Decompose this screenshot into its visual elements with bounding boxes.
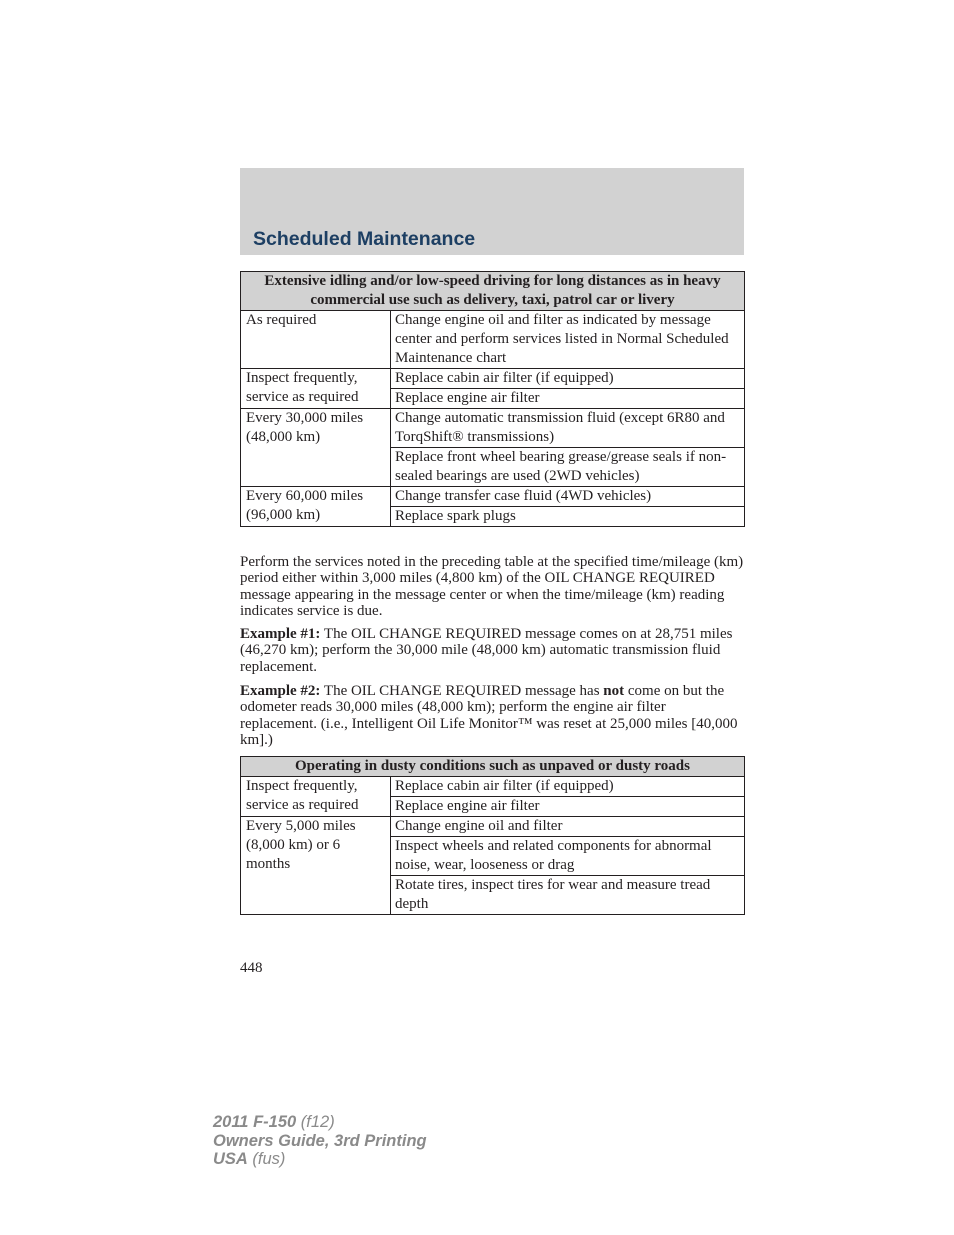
footer-model-line <box>213 1113 427 1132</box>
service-cell: Replace cabin air filter (if equipped) <box>391 369 745 389</box>
service-cell: Change engine oil and filter as indicated by message center and perform services listed in Normal Scheduled Maintenance chart <box>391 311 745 369</box>
footer-market-line <box>213 1150 427 1169</box>
footer-guide: Owners Guide, 3rd Printing <box>213 1131 427 1150</box>
maintenance-table-heavy-use <box>240 271 745 527</box>
example-1-text: The OIL CHANGE REQUIRED message comes on at 28,751 miles (46,270 km); perform the 30,000 mile (48,000 km) automatic transmission fluid replacement. <box>240 626 733 675</box>
interval-cell: Inspect frequently, service as required <box>241 369 391 409</box>
service-cell: Replace engine air filter <box>391 389 745 409</box>
example-1-paragraph <box>240 626 746 675</box>
interval-cell: Inspect frequently, service as required <box>241 777 391 817</box>
footer-market-code: (fus) <box>247 1150 286 1168</box>
table-row <box>241 487 745 507</box>
section-title: Scheduled Maintenance <box>253 228 476 250</box>
example-1-label: Example #1: <box>240 626 321 642</box>
service-cell: Replace spark plugs <box>391 507 745 527</box>
service-cell: Change automatic transmission fluid (except 6R80 and TorqShift® transmissions) <box>391 409 745 448</box>
footer-model: 2011 F-150 <box>213 1113 297 1131</box>
table-row <box>241 409 745 448</box>
interval-cell: Every 60,000 miles (96,000 km) <box>241 487 391 527</box>
interval-cell: As required <box>241 311 391 369</box>
table-heading: Extensive idling and/or low-speed driving for long distances as in heavy commercial use such as delivery, taxi, patrol car or livery <box>241 272 745 311</box>
table-row <box>241 777 745 797</box>
example-2-emphasis: not <box>603 683 625 699</box>
service-cell: Change engine oil and filter <box>391 817 745 837</box>
example-2-text-b: come on but the odometer reads 30,000 miles (48,000 km); perform the engine air filter replacement. (i.e., Intelligent Oil Life Monitor™ was reset at 25,000 miles [40,000 km].) <box>240 683 738 749</box>
service-cell: Replace front wheel bearing grease/grease seals if non-sealed bearings are used (2WD vehicles) <box>391 448 745 487</box>
footer-model-code: (f12) <box>296 1113 335 1131</box>
interval-cell: Every 30,000 miles (48,000 km) <box>241 409 391 487</box>
section-header-bar <box>240 168 744 255</box>
page-number: 448 <box>240 960 263 976</box>
example-2-paragraph <box>240 683 746 749</box>
footer-market: USA <box>213 1150 248 1168</box>
service-cell: Rotate tires, inspect tires for wear and measure tread depth <box>391 876 745 915</box>
table-heading: Operating in dusty conditions such as unpaved or dusty roads <box>241 757 745 777</box>
service-cell: Change transfer case fluid (4WD vehicles) <box>391 487 745 507</box>
table-row <box>241 311 745 369</box>
maintenance-table-dusty-conditions <box>240 756 745 915</box>
table-heading-row <box>241 757 745 777</box>
example-2-text-a: The OIL CHANGE REQUIRED message has <box>320 683 604 699</box>
instruction-paragraph: Perform the services noted in the preceding table at the specified time/mileage (km) period either within 3,000 miles (4,800 km) of the OIL CHANGE REQUIRED message appearing in the message center or when the time/mileage (km) reading indicates service is due. <box>240 554 744 620</box>
interval-cell: Every 5,000 miles (8,000 km) or 6 months <box>241 817 391 915</box>
table-row <box>241 817 745 837</box>
service-cell: Replace engine air filter <box>391 797 745 817</box>
service-cell: Inspect wheels and related components for abnormal noise, wear, looseness or drag <box>391 837 745 876</box>
table-heading-row <box>241 272 745 311</box>
table-row <box>241 369 745 389</box>
document-footer <box>213 1113 427 1169</box>
service-cell: Replace cabin air filter (if equipped) <box>391 777 745 797</box>
example-2-label: Example #2: <box>240 683 321 699</box>
